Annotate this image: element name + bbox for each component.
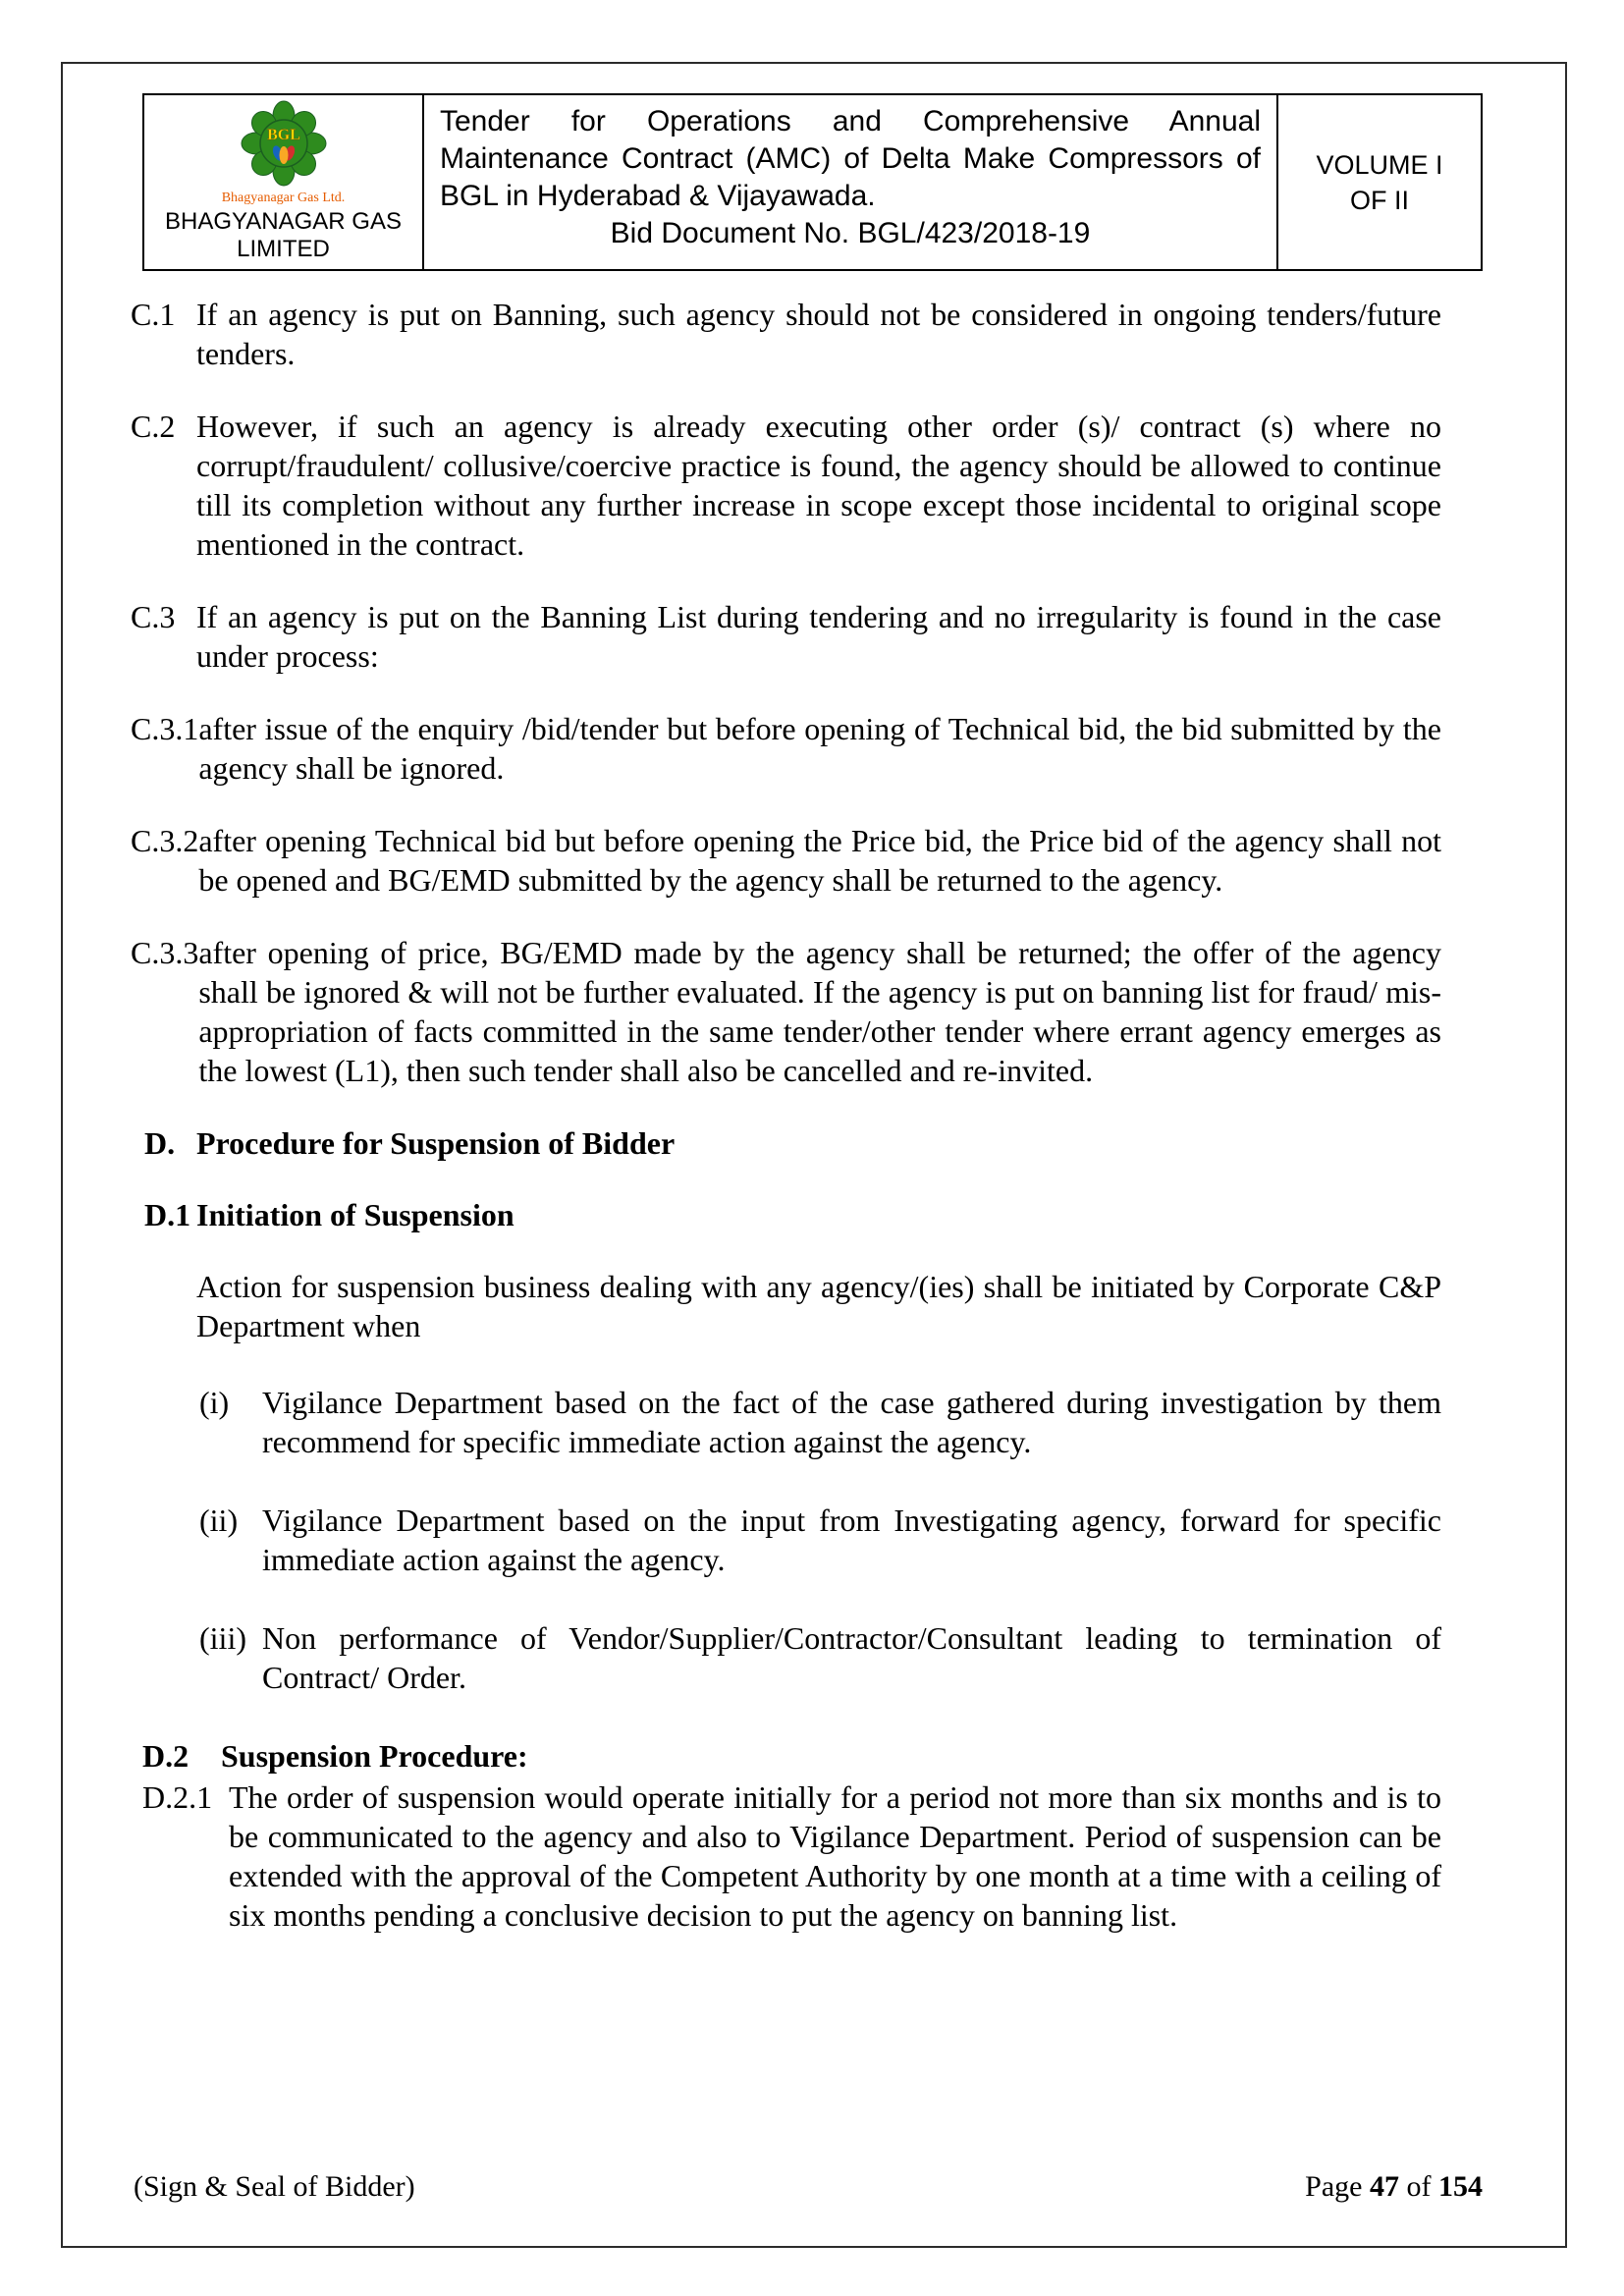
tender-title: Tender for Operations and Comprehensive Annual Maintenance Contract (AMC) of Delta Make Compressors of BGL in Hyderabad & Vijayawada.: [440, 105, 1261, 212]
volume-cell: [1278, 93, 1483, 271]
clause-number: C.2: [131, 409, 176, 444]
clause-number: C.3.3: [131, 935, 199, 970]
clause-text: Action for suspension business dealing with any agency/(ies) shall be initiated by Corporate C&P Department when: [196, 1269, 1441, 1343]
volume-line1: VOLUME I: [1316, 149, 1443, 180]
clause-number: C.1: [131, 297, 176, 332]
clause: [144, 1195, 1441, 1234]
volume-line2: OF II: [1350, 185, 1409, 215]
clause: [199, 1618, 1441, 1697]
clause-text: However, if such an agency is already executing other order (s)/ contract (s) where no corrupt/fraudulent/ collusive/coercive practice is found, the agency should be allowed to continue till its completion without any further increase in scope except those incidental to original scope mentioned in the contract.: [196, 409, 1441, 562]
sign-seal-label: (Sign & Seal of Bidder): [134, 2170, 415, 2203]
page-number: 47: [1370, 2170, 1399, 2203]
clause-text: If an agency is put on Banning, such agency should not be considered in ongoing tenders/future tenders.: [196, 297, 1441, 371]
clause: [131, 709, 1441, 788]
page-indicator: [1305, 2168, 1483, 2206]
clause-text: Vigilance Department based on the input from Investigating agency, forward for specific immediate action against the agency.: [262, 1503, 1441, 1577]
org-name: BHAGYANAGAR GAS LIMITED: [165, 208, 402, 262]
clause-text: If an agency is put on the Banning List during tendering and no irregularity is found in the case under process:: [196, 599, 1441, 674]
clause: [131, 933, 1441, 1090]
clause: [144, 1123, 1441, 1163]
clause: [131, 1267, 1441, 1345]
clause-text: after opening of price, BG/EMD made by the agency shall be returned; the offer of the agency shall be ignored & will not be further evaluated. If the agency is put on banning list for fraud/ mis-appropriation of facts committed in the same tender/other tender where errant agency emerges as the lowest (L1), then such tender shall also be cancelled and re-invited.: [198, 935, 1441, 1088]
clause: [131, 597, 1441, 676]
clause-number: D.: [144, 1125, 176, 1161]
clause-number: D.2.1: [142, 1779, 213, 1815]
bid-document-number: Bid Document No. BGL/423/2018-19: [610, 217, 1091, 249]
clause-text: The order of suspension would operate initially for a period not more than six months and is to be communicated to the agency and also to Vigilance Department. Period of suspension can be extended with the approval of the Competent Authority by one month at a time with a ceiling of six months pending a conclusive decision to put the agency on banning list.: [229, 1779, 1441, 1933]
logo-cell: [142, 93, 424, 271]
clause-text: Suspension Procedure:: [221, 1738, 528, 1774]
title-cell: [424, 93, 1278, 271]
page-label: Page: [1305, 2170, 1363, 2203]
clause-text: Initiation of Suspension: [196, 1197, 514, 1232]
clause-number: D.2: [142, 1738, 189, 1774]
clause-text: after issue of the enquiry /bid/tender but before opening of Technical bid, the bid submitted by the agency shall be ignored.: [198, 711, 1441, 786]
logo-subtitle: Bhagyanagar Gas Ltd.: [221, 191, 346, 205]
clause: [142, 1777, 1441, 1935]
clause-number: [131, 1267, 196, 1345]
clause-text: Procedure for Suspension of Bidder: [196, 1125, 676, 1161]
clause: [131, 821, 1441, 900]
logo-acronym-text: BGL: [266, 127, 300, 143]
header-table: [142, 93, 1483, 271]
clause: [131, 295, 1441, 373]
clause: [199, 1383, 1441, 1461]
clause-text: Vigilance Department based on the fact of the case gathered during investigation by them recommend for specific immediate action against the agency.: [262, 1385, 1441, 1459]
page-of-label: of: [1406, 2170, 1432, 2203]
clause: [131, 407, 1441, 564]
clause-number: (iii): [199, 1620, 246, 1656]
clause-list: [131, 295, 1441, 1935]
clause-text: after opening Technical bid but before opening the Price bid, the Price bid of the agency shall not be opened and BG/EMD submitted by the agency shall be returned to the agency.: [198, 823, 1441, 898]
page-total: 154: [1438, 2170, 1483, 2203]
clause: [199, 1501, 1441, 1579]
clause: [142, 1736, 1441, 1776]
clause-text: Non performance of Vendor/Supplier/Contractor/Consultant leading to termination of Contract/ Order.: [262, 1620, 1441, 1695]
clause-number: D.1: [144, 1197, 191, 1232]
clause-number: C.3.2: [131, 823, 199, 858]
footer: [134, 2168, 1483, 2206]
clause-number: (i): [199, 1385, 230, 1420]
clause-number: C.3.1: [131, 711, 199, 746]
clause-number: C.3: [131, 599, 176, 634]
clause-number: (ii): [199, 1503, 239, 1538]
bgl-logo: [235, 100, 333, 191]
